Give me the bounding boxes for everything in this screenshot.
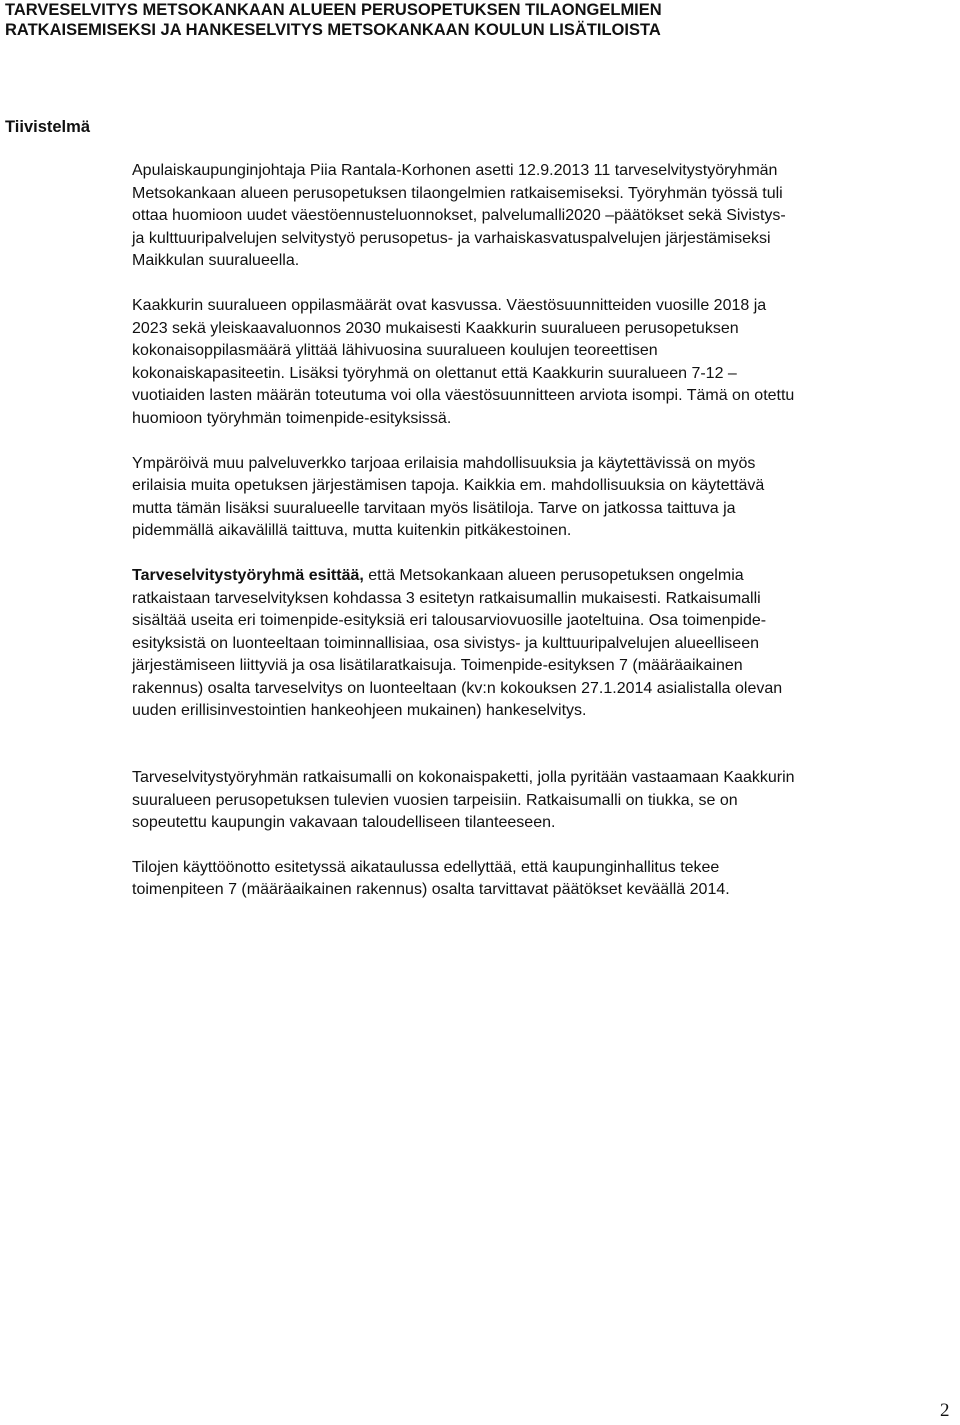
- text-line: rakennus) osalta tarveselvitys on luonteeltaan (kv:n kokouksen 27.1.2014 asialistalla olevan: [132, 679, 783, 697]
- paragraph-appointment: [132, 160, 957, 273]
- document-title: [5, 0, 955, 40]
- text-line: vuotiaiden lasten määrän toteutuma voi olla väestösuunnitteen arviota isompi. Tämä on otettu: [132, 387, 795, 405]
- text-line: pidemmällä aikavälillä taittuva, mutta kuitenkin pitkäkestoinen.: [132, 522, 572, 540]
- text-line: ratkaistaan tarveselvityksen kohdassa 3 esitetyn ratkaisumallin mukaisesti. Ratkaisumalli: [132, 589, 761, 607]
- text-line: Tilojen käyttöönotto esitetyssä aikataulussa edellyttää, että kaupunginhallitus tekee: [132, 858, 720, 876]
- text-line: ottaa huomioon uudet väestöennusteluonnokset, palvelumalli2020 –päätökset sekä Sivistys-: [132, 207, 786, 225]
- text-line: Tarveselvitystyöryhmän ratkaisumalli on kokonaispaketti, jolla pyritään vastaamaan Kaakkurin: [132, 769, 795, 787]
- text-line: Apulaiskaupunginjohtaja Piia Rantala-Korhonen asetti 12.9.2013 11 tarveselvitystyöryhmän: [132, 162, 778, 179]
- text-line: järjestämiseen liittyviä ja osa lisätilaratkaisuja. Toimenpide-esityksen 7 (määräaikainen: [132, 657, 743, 675]
- text-line: erilaisia muita opetuksen järjestämisen tapoja. Kaikkia em. mahdollisuuksia on käytettävä: [132, 477, 765, 495]
- summary-body: [132, 160, 957, 902]
- text-line: Ympäröivä muu palveluverkko tarjoaa erilaisia mahdollisuuksia ja käytettävissä on myös: [132, 454, 756, 472]
- text-line: esityksistä on luonteeltaan toiminnallisiaa, osa sivistys- ja kulttuuripalvelujen alueelliseen: [132, 634, 759, 652]
- document-title-line: TARVESELVITYS METSOKANKAAN ALUEEN PERUSOPETUKSEN TILAONGELMIEN: [5, 1, 662, 19]
- text-line: sisältää useita eri toimenpide-esityksiä eri talousarviovuosille jaoteltuina. Osa toimenpide-: [132, 612, 767, 630]
- text-line: ja kulttuuripalvelujen selvitystyö perusopetus- ja varhaiskasvatuspalvelujen järjestämiseksi: [132, 229, 771, 247]
- text-line: uuden erillisinvestointien hankeohjeen mukainen) hankeselvitys.: [132, 702, 587, 720]
- paragraph-pupil-numbers: [132, 295, 957, 431]
- text-line: suuralueen perusopetuksen tulevien vuosien tarpeisiin. Ratkaisumalli on tiukka, se on: [132, 791, 738, 809]
- text-line: sopeutettu kaupungin vakavaan taloudelliseen tilanteeseen.: [132, 814, 556, 832]
- paragraph-service-network: [132, 453, 957, 543]
- bold-lead: Tarveselvitystyöryhmä esittää,: [132, 566, 364, 584]
- paragraph-proposal: [132, 565, 957, 723]
- text-line: toimenpiteen 7 (määräaikainen rakennus) osalta tarvittavat päätökset keväällä 2014.: [132, 881, 730, 899]
- text-line: kokonaisoppilasmäärä ylittää lähivuosina suuralueen koulujen teoreettisen: [132, 342, 658, 360]
- page-number: 2: [940, 1400, 950, 1421]
- document-title-line: RATKAISEMISEKSI JA HANKESELVITYS METSOKANKAAN KOULUN LISÄTILOISTA: [5, 21, 661, 39]
- paragraph-schedule: [132, 857, 957, 902]
- text-line: Metsokankaan alueen perusopetuksen tilaongelmien ratkaisemiseksi. Työryhmän työssä tuli: [132, 184, 783, 202]
- text-line: kokonaiskapasiteetin. Lisäksi työryhmä on olettanut että Kaakkurin suuralueen 7-12 –: [132, 364, 737, 382]
- section-heading-summary: Tiivistelmä: [5, 118, 90, 136]
- text-line: [132, 565, 957, 588]
- text-line: mutta tämän lisäksi suuralueelle tarvitaan myös lisätiloja. Tarve on jatkossa taittuva ja: [132, 499, 736, 517]
- text-line: 2023 sekä yleiskaavaluonnos 2030 mukaisesti Kaakkurin suuralueen perusopetuksen: [132, 319, 739, 337]
- text-line: Maikkulan suuralueella.: [132, 252, 300, 270]
- paragraph-solution-model: [132, 767, 957, 835]
- text-line: huomioon työryhmän toimenpide-esityksissä.: [132, 409, 452, 427]
- first-line-rest: että Metsokankaan alueen perusopetuksen ongelmia: [363, 566, 744, 584]
- text-line: Kaakkurin suuralueen oppilasmäärät ovat kasvussa. Väestösuunnitteiden vuosille 2018 ja: [132, 296, 767, 314]
